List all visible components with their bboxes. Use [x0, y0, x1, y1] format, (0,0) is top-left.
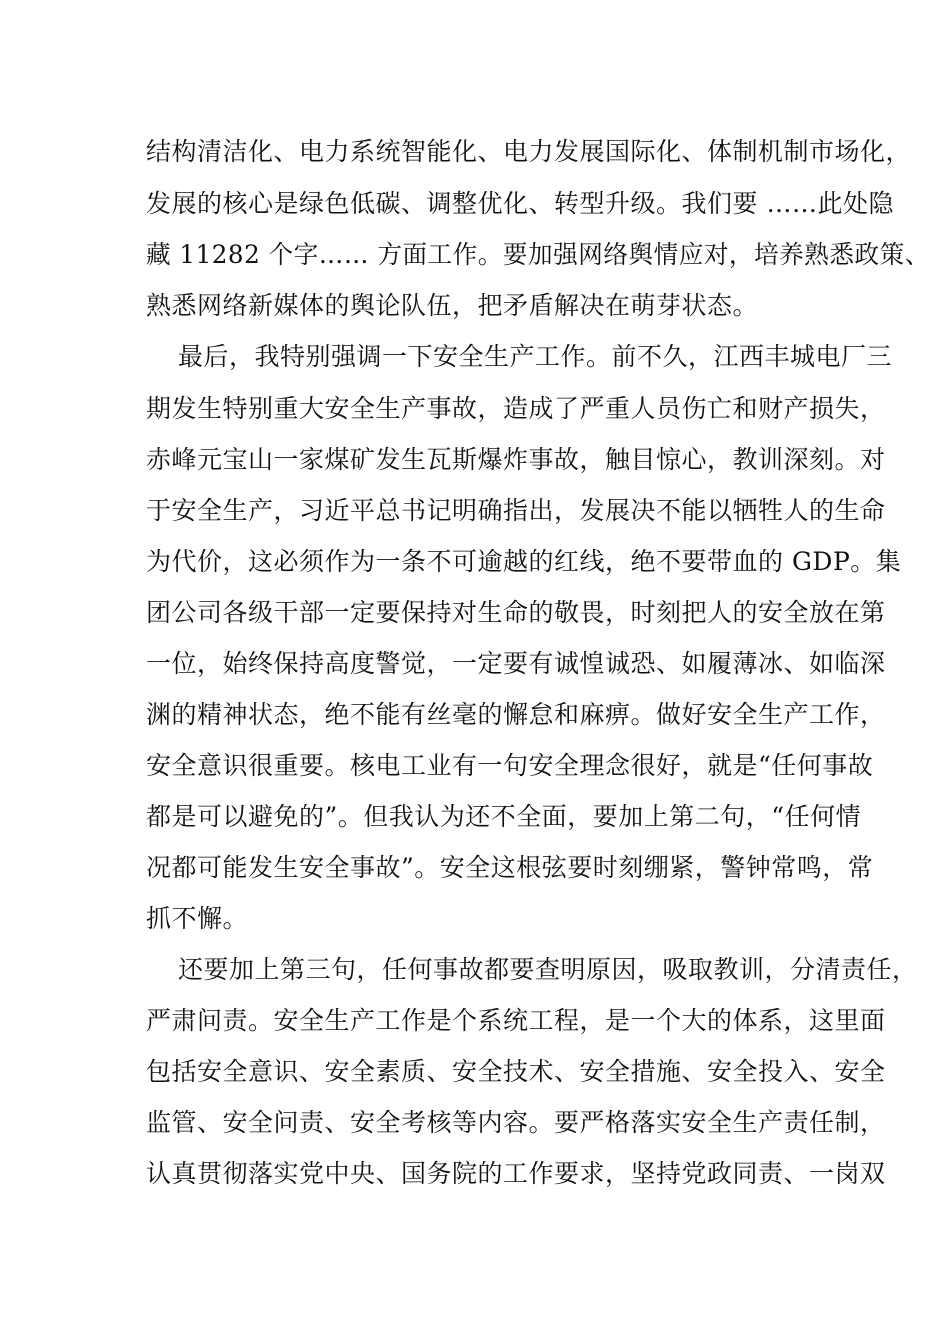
paragraph-start-line: 最后，我特别强调一下安全生产工作。前不久，江西丰城电厂三: [178, 342, 893, 371]
text-line: 监管、安全问责、安全考核等内容。要严格落实安全生产责任制，: [146, 1108, 886, 1137]
text-line: 都是可以避免的”。但我认为还不全面，要加上第二句，“任何情: [146, 802, 862, 831]
text-line: 团公司各级干部一定要保持对生命的敬畏，时刻把人的安全放在第: [146, 598, 886, 627]
paragraph-start-line: 还要加上第三句，任何事故都要查明原因，吸取教训，分清责任，: [178, 955, 918, 984]
text-line: 熟悉网络新媒体的舆论队伍，把矛盾解决在萌芽状态。: [146, 291, 759, 320]
text-line: 一位，始终保持高度警觉，一定要有诚惶诚恐、如履薄冰、如临深: [146, 649, 886, 678]
text-line: 发展的核心是绿色低碳、调整优化、转型升级。我们要 ……此处隐: [146, 189, 894, 218]
text-line: 认真贯彻落实党中央、国务院的工作要求，坚持党政同责、一岗双: [146, 1159, 886, 1188]
text-line: 期发生特别重大安全生产事故，造成了严重人员伤亡和财产损失，: [146, 394, 886, 423]
text-line: 严肃问责。安全生产工作是个系统工程，是一个大的体系，这里面: [146, 1006, 886, 1035]
text-line: 于安全生产，习近平总书记明确指出，发展决不能以牺牲人的生命: [146, 496, 886, 525]
text-line: 为代价，这必须作为一条不可逾越的红线，绝不要带血的 GDP。集: [146, 547, 902, 576]
text-line: 抓不懈。: [146, 904, 249, 933]
text-line: 结构清洁化、电力系统智能化、电力发展国际化、体制机制市场化，: [146, 137, 912, 166]
text-line: 赤峰元宝山一家煤矿发生瓦斯爆炸事故，触目惊心，教训深刻。对: [146, 445, 886, 474]
text-line: 况都可能发生安全事故”。安全这根弦要时刻绷紧，警钟常鸣，常: [146, 853, 874, 882]
text-line: 包括安全意识、安全素质、安全技术、安全措施、安全投入、安全: [146, 1057, 886, 1086]
text-line: 安全意识很重要。核电工业有一句安全理念很好，就是“任何事故: [146, 751, 874, 780]
text-line: 藏 11282 个字…… 方面工作。要加强网络舆情应对，培养熟悉政策、: [146, 240, 930, 269]
text-line: 渊的精神状态，绝不能有丝毫的懈怠和麻痹。做好安全生产工作，: [146, 700, 886, 729]
